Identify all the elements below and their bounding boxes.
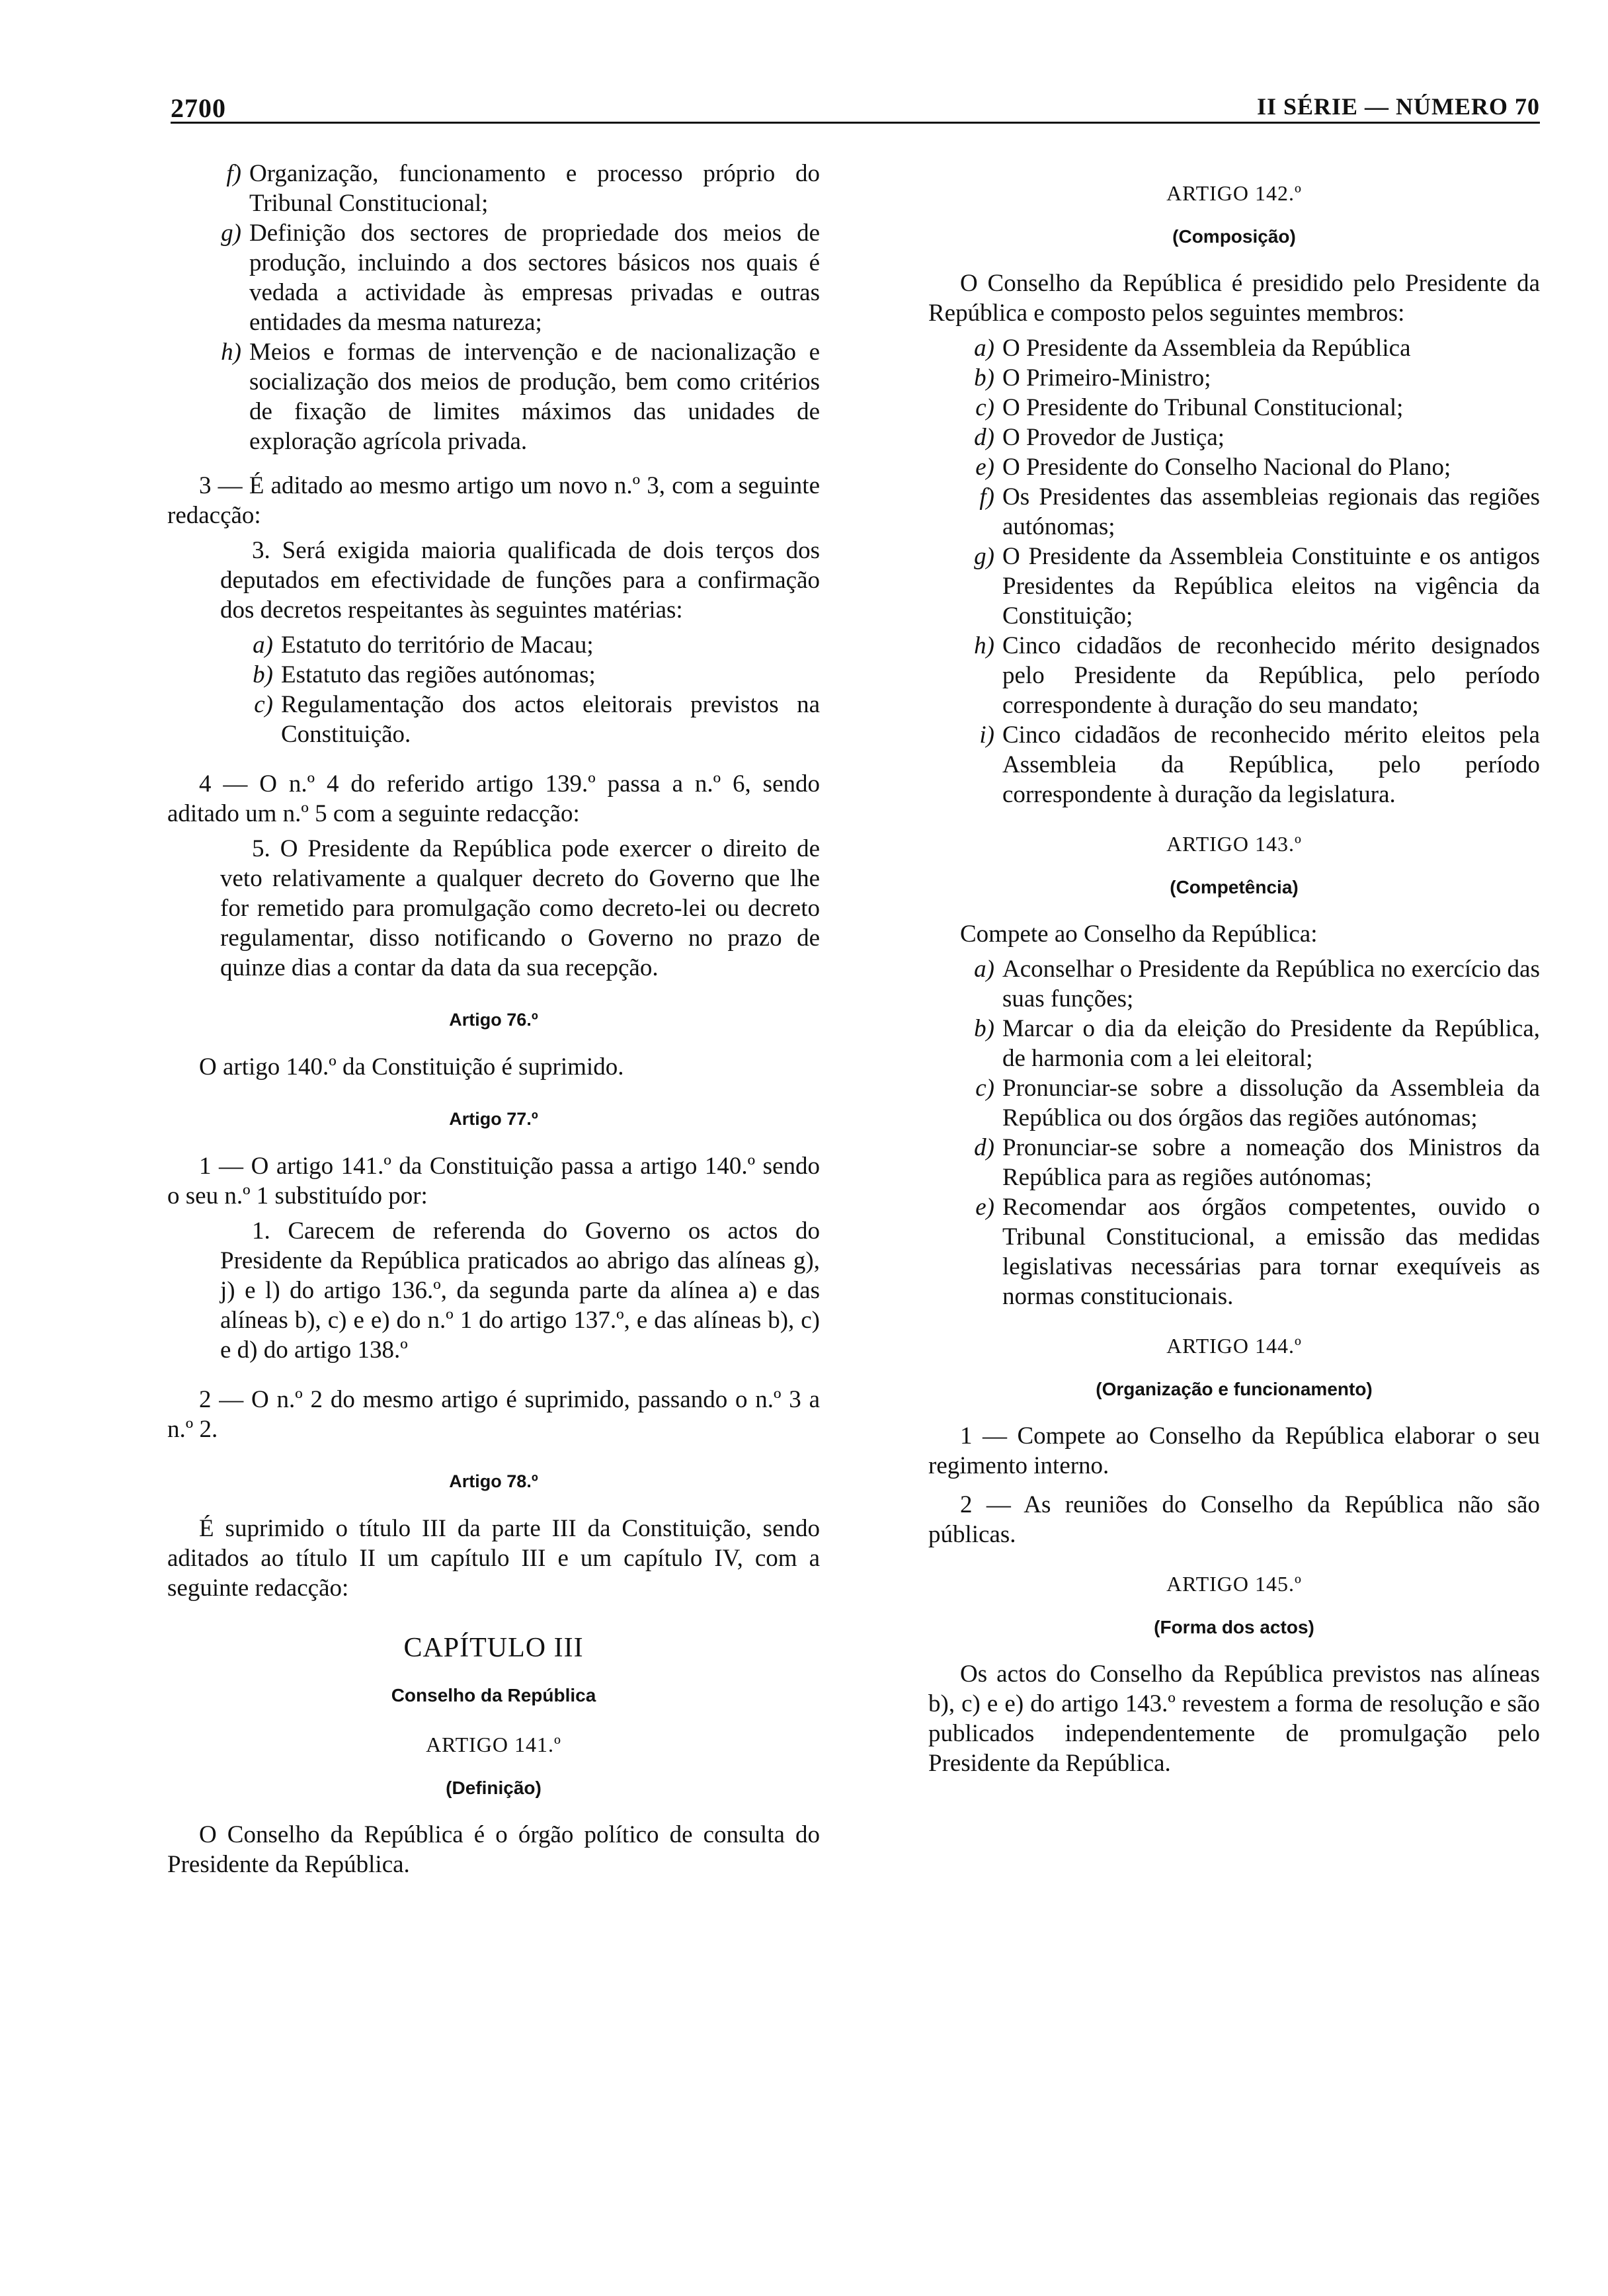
article-142-subtitle: (Composição) [1172,226,1296,247]
item-mark: i) [979,721,994,749]
list-item [968,423,1540,452]
series-number: II SÉRIE — NÚMERO 70 [1256,93,1540,120]
article-145-text: Os actos do Conselho da República previstos nas alíneas b), c) e e) do artigo 143.º revestem a forma de resolução e são publicados independentemente de promulgação pelo Presidente da República. [928,1660,1540,1777]
list-item [968,393,1540,423]
item-mark: h) [221,339,241,366]
list-item [968,482,1540,542]
article-77-paragraph-1: 1 — O artigo 141.º da Constituição passa a artigo 140.º sendo o seu n.º 1 substituído por: [167,1153,820,1210]
item-mark: b) [253,661,273,688]
item-text: Recomendar aos órgãos competentes, ouvido o Tribunal Constitucional, a emissão das medidas legislativas necessárias para tornar exequíveis as normas constitucionais. [1002,1194,1540,1310]
item-mark: c) [254,691,273,718]
item-mark: h) [974,632,994,659]
right-column [928,159,1540,1778]
article-145-heading: ARTIGO 145.º [1166,1572,1302,1596]
item-text: Cinco cidadãos de reconhecido mérito eleitos pela Assembleia da República, pelo período correspondente à duração da legislatura. [1002,721,1540,808]
list-item [968,1192,1540,1311]
article-143-subtitle: (Competência) [1170,877,1299,897]
item-text: O Presidente do Conselho Nacional do Plano; [1002,454,1451,481]
item-text: O Primeiro-Ministro; [1002,364,1211,391]
article-78-text: É suprimido o título III da parte III da Constituição, sendo aditados ao título II um capítulo III e um capítulo IV, com a seguinte redacção: [167,1515,820,1602]
quote-5: 5. O Presidente da República pode exercer o direito de veto relativamente a qualquer decreto do Governo que lhe for remetido para promulgação como decreto-lei ou decreto regulamentar, disso notificando o Governo no prazo de quinze dias a contar da data da sua recepção. [220,835,820,981]
item-text: Pronunciar-se sobre a dissolução da Assembleia da República ou dos órgãos das regiões autónomas; [1002,1075,1540,1131]
item-text: Regulamentação dos actos eleitorais previstos na Constituição. [281,691,820,748]
article-141-text: O Conselho da República é o órgão político de consulta do Presidente da República. [167,1821,820,1878]
item-mark: a) [974,335,994,362]
item-text: Organização, funcionamento e processo próprio do Tribunal Constitucional; [249,160,820,217]
list-item [968,1133,1540,1192]
list-item [968,542,1540,631]
article-144-subtitle: (Organização e funcionamento) [1096,1379,1373,1399]
list-item [215,337,820,456]
article-143-heading: ARTIGO 143.º [1166,832,1302,856]
list-item [215,159,820,218]
item-text: O Presidente da Assembleia da República [1002,335,1411,362]
list-item [968,1014,1540,1073]
item-mark: d) [974,1134,994,1161]
article-145-subtitle: (Forma dos actos) [1154,1617,1314,1637]
list-item [968,631,1540,720]
item-text: O Presidente do Tribunal Constitucional; [1002,394,1404,421]
item-text: Meios e formas de intervenção e de nacionalização e socialização dos meios de produção, bem como critérios de fixação de limites máximos das unidades de exploração agrícola privada. [249,339,820,455]
item-text: Definição dos sectores de propriedade dos meios de produção, incluindo a dos sectores básicos nos quais é vedada a actividade às empresas privadas e outras entidades da mesma natureza; [249,220,820,336]
item-text: Pronunciar-se sobre a nomeação dos Ministros da República para as regiões autónomas; [1002,1134,1540,1191]
left-column [167,159,820,1879]
item-mark: f) [226,160,241,187]
item-text: Marcar o dia da eleição do Presidente da República, de harmonia com a lei eleitoral; [1002,1015,1540,1072]
paragraph-4: 4 — O n.º 4 do referido artigo 139.º passa a n.º 6, sendo aditado um n.º 5 com a seguinte redacção: [167,770,820,827]
article-77-heading: Artigo 77.º [449,1109,538,1129]
item-mark: f) [979,483,994,511]
list-item [968,363,1540,393]
list-item [968,720,1540,809]
item-mark: g) [974,543,994,570]
list-item [247,690,820,749]
item-text: Aconselhar o Presidente da República no exercício das suas funções; [1002,956,1540,1012]
item-mark: b) [974,364,994,391]
article-77-paragraph-2: 2 — O n.º 2 do mesmo artigo é suprimido, passando o n.º 3 a n.º 2. [167,1386,820,1443]
article-141-heading: ARTIGO 141.º [426,1733,561,1756]
article-142-intro: O Conselho da República é presidido pelo Presidente da República e composto pelos seguintes membros: [928,270,1540,327]
article-144-paragraph-2: 2 — As reuniões do Conselho da República não são públicas. [928,1491,1540,1548]
item-mark: c) [975,1075,994,1102]
article-76-heading: Artigo 76.º [449,1010,538,1030]
item-mark: a) [974,956,994,983]
list-item [968,1073,1540,1133]
item-text: O Presidente da Assembleia Constituinte e os antigos Presidentes da República eleitos na vigência da Constituição; [1002,543,1540,630]
list-142 [968,333,1540,809]
list-item [215,218,820,337]
item-text: Estatuto do território de Macau; [281,632,594,659]
article-141-subtitle: (Definição) [446,1778,542,1798]
item-mark: a) [253,632,273,659]
article-144-paragraph-1: 1 — Compete ao Conselho da República elaborar o seu regimento interno. [928,1422,1540,1479]
item-mark: e) [975,454,994,481]
page-number: 2700 [171,93,226,123]
item-mark: c) [975,394,994,421]
page-header [171,93,1540,152]
article-77-quote: 1. Carecem de referenda do Governo os actos do Presidente da República praticados ao abrigo das alíneas g), j) e l) do artigo 136.º, da segunda parte da alínea a) e das alíneas b), c) e e) do n.º 1 do artigo 137.º, e das alíneas b), c) e d) do artigo 138.º [220,1217,820,1364]
item-mark: e) [975,1194,994,1221]
header-rule [171,122,1540,124]
list-abc [247,630,820,749]
list-item [247,630,820,660]
list-143 [968,954,1540,1311]
item-text: Os Presidentes das assembleias regionais das regiões autónomas; [1002,483,1540,540]
list-item [968,954,1540,1014]
item-text: Cinco cidadãos de reconhecido mérito designados pelo Presidente da República, pelo período correspondente à duração do seu mandato; [1002,632,1540,719]
item-mark: g) [221,220,241,247]
article-78-heading: Artigo 78.º [449,1471,538,1491]
paragraph-3: 3 — É aditado ao mesmo artigo um novo n.º 3, com a seguinte redacção: [167,472,820,529]
article-144-heading: ARTIGO 144.º [1166,1334,1302,1358]
chapter-title: Conselho da República [391,1685,596,1705]
article-142-heading: ARTIGO 142.º [1166,181,1302,205]
quote-3: 3. Será exigida maioria qualificada de dois terços dos deputados em efectividade de funções para a confirmação dos decretos respeitantes às seguintes matérias: [220,537,820,624]
list-item [247,660,820,690]
item-mark: b) [974,1015,994,1042]
list-item [968,452,1540,482]
list-item [968,333,1540,363]
item-text: O Provedor de Justiça; [1002,424,1225,451]
chapter-heading: CAPÍTULO III [403,1633,584,1663]
item-text: Estatuto das regiões autónomas; [281,661,596,688]
list-fgh [215,159,820,456]
item-mark: d) [974,424,994,451]
article-76-text: O artigo 140.º da Constituição é suprimido. [199,1053,624,1081]
article-143-intro: Compete ao Conselho da República: [960,921,1318,948]
